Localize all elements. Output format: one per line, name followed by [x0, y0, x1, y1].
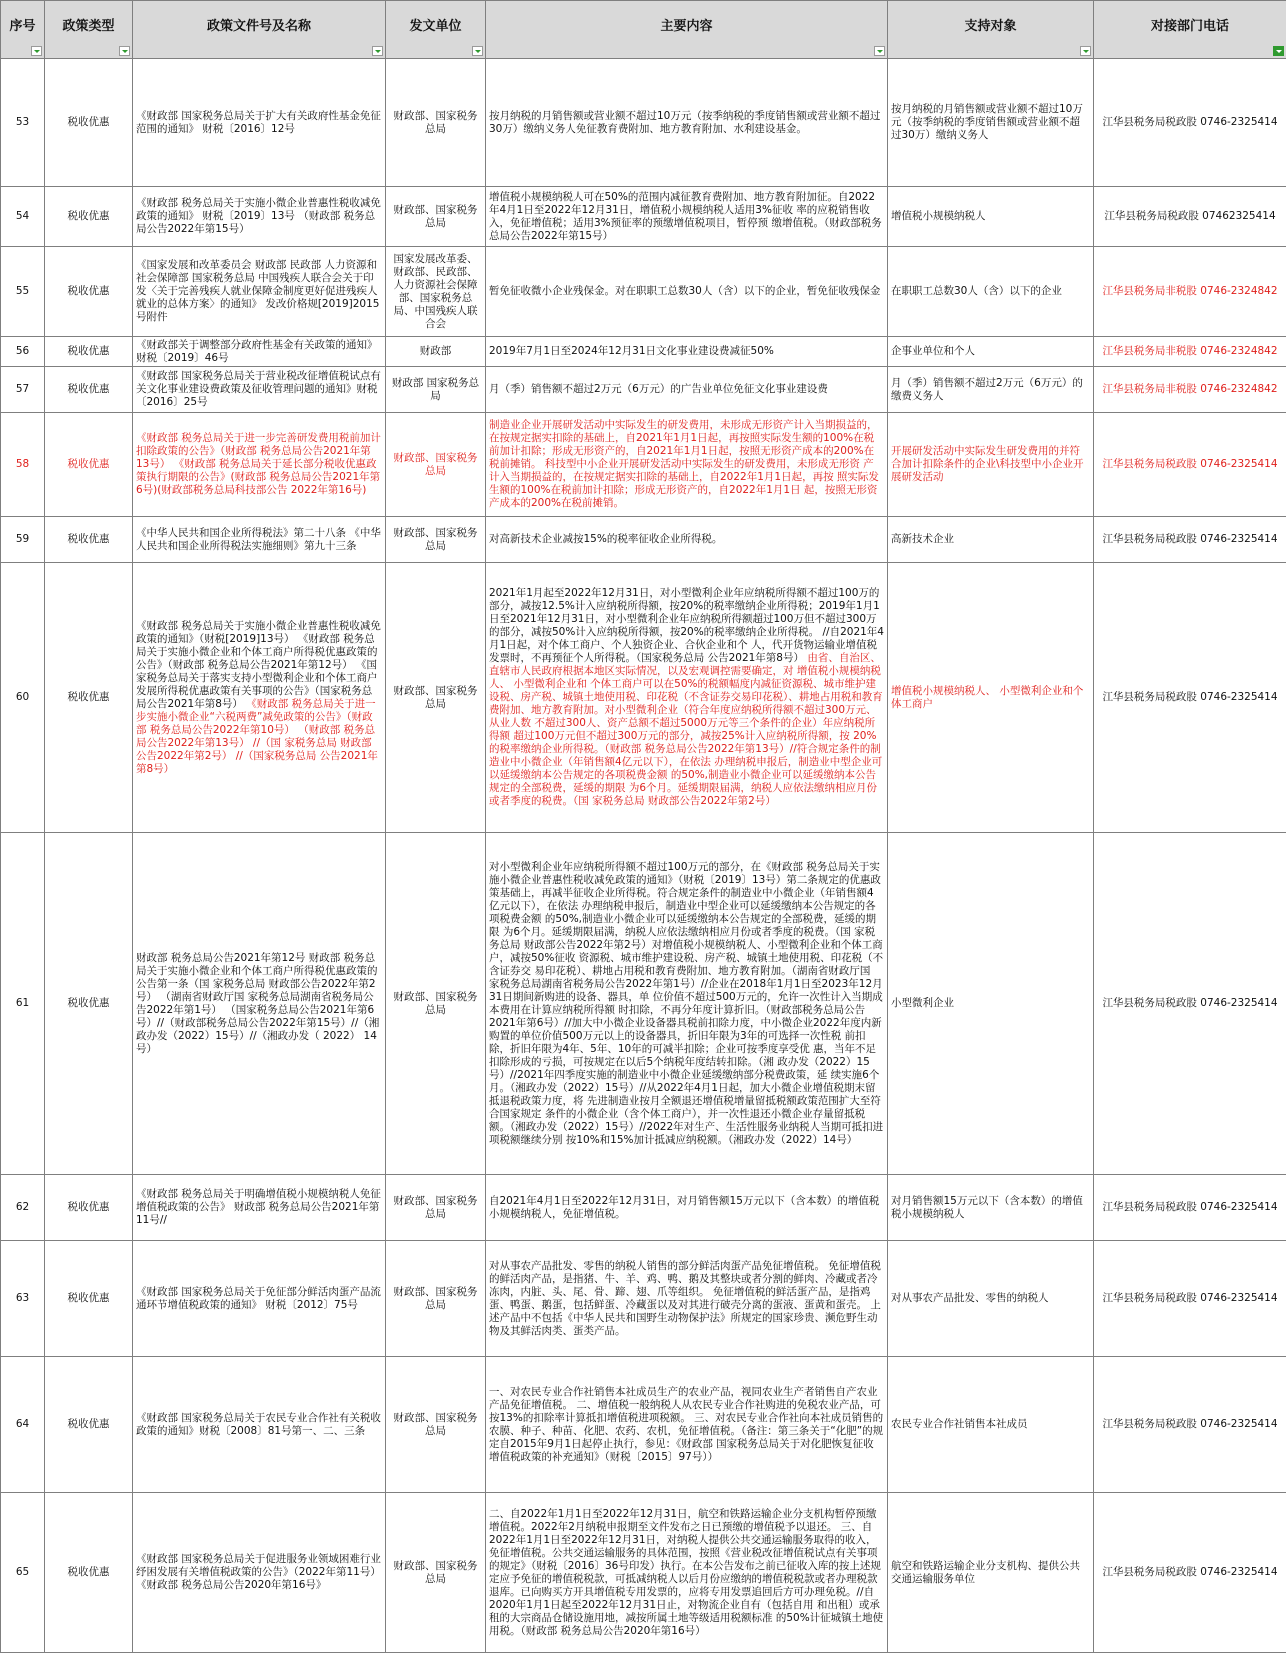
- content-text: 对小型微利企业年应纳税所得额不超过100万元的部分，在《财政部 税务总局关于实施小微企业普惠性税收减免政策的通知》（财税〔2019〕13号）第二条规定的优惠政策基础上，再减半征收企业所得税。符合规定条件的制造业中小微企业（年销售额4亿元以下），在依法 办理纳税申报后，制造业中型企业可以延缓缴纳本公告规定的各项税费金额 的50%,制造业小微企业可以延缓缴纳本公告规定的全部税费，延缓的期限 为6个月。延缓期限届满，纳税人应依法缴纳相应月份或者季度的税费。（国 家税务总局 财政部公告2022年第2号）对增值税小规模纳税人、小型微利企业和个体工商户，减按50%征收 资源税、城市维护建设税、房产税、城镇土地使用税、印花税（不含证券交 易印花税）、耕地占用税和教育费附加、地方教育附加。（湖南省财政厅国 家税务总局湖南省税务局公告2022年第1号）//企业在2018年1月1日至2023年12月31日期间新购进的设备、器具，单 位价值不超过500万元的，允许一次性计入当期成本费用在计算应纳税所得额 时扣除，不再分年度计算折旧。（财政部税务总局公告2021年第6号）//加大中小微企业设备器具税前扣除力度，中小微企业2022年度内新购置的单位价值500万元以上的设备器具，折旧年限为3年的可选择一次性税 前扣除，折旧年限为4年、5年、10年的可减半扣除；企业可按季度享受优 惠，当年不足扣除形成的亏损，可按规定在以后5个纳税年度结转扣除。（湘 政办发（2022）15号）//2021年四季度实施的制造业中小微企业延缓缴纳部分税费政策，延 续实施6个月。（湘政办发（2022）15号）//从2022年4月1日起，加大小微企业增值税期末留抵退税政策力度，将 先进制造业按月全额退还增值税增量留抵税额政策范围扩大至符合国家规定 条件的小微企业（含个体工商户），并一次性退还小微企业存量留抵税额。（湘政办发（2022）15号）//2022年对生产、生活性服务业纳税人当期可抵扣进项税额继续分别 按10%和15%加计抵减应纳税额。（湘政办发（2022）14号）: [489, 861, 884, 1147]
- cell-contact[interactable]: 江华县税务局非税股 0746-2324842: [1094, 337, 1286, 367]
- cell-issuer[interactable]: 财政部、国家税务总局: [386, 563, 486, 833]
- doc-text-highlighted: 《财政部 税务总局关于进一步实施小微企业“六税两费”减免政策的公告》（财政部 税务总局公告2022年第10号） （财政部 税务总局公告2022年第13号） //（国 家税务总局 财政部公告2022年第2号） //（国家税务总局 公告2021年第8号）: [136, 698, 378, 775]
- table-row: [1, 833, 1286, 1175]
- cell-issuer[interactable]: 财政部、国家税务总局: [386, 517, 486, 563]
- table-row: [1, 1175, 1286, 1241]
- cell-content[interactable]: 制造业企业开展研发活动中实际发生的研发费用，未形成无形资产计入当期损益的，在按规定据实扣除的基础上，自2021年1月1日起，再按照实际发生额的100%在税前加计扣除；形成无形资产的，自2021年1月1日起，按照无形资产成本的200%在税前摊销。 科技型中小企业开展研发活动中实际发生的研发费用，未形成无形资 产计入当期损益的，在按规定据实扣除的基础上，自2022年1月1日起，再按 照实际发生额的100%在税前加计扣除；形成无形资产的，自2022年1月1日 起，按照无形资产成本的200%在税前摊销。: [486, 413, 888, 517]
- cell-doc[interactable]: 《财政部 国家税务总局关于免征部分鲜活肉蛋产品流通环节增值税政策的通知》 财税〔2012〕75号: [133, 1241, 386, 1357]
- filter-dropdown-icon[interactable]: [119, 46, 130, 56]
- cell-doc[interactable]: 《财政部 税务总局关于明确增值税小规模纳税人免征增值税政策的公告》 财政部 税务总局公告2021年第11号//: [133, 1175, 386, 1241]
- col-issuer-header: [386, 1, 486, 59]
- table-row: [1, 367, 1286, 413]
- cell-issuer[interactable]: 财政部、国家税务总局: [386, 59, 486, 187]
- cell-seq[interactable]: 63: [1, 1241, 45, 1357]
- cell-content[interactable]: 2019年7月1日至2024年12月31日文化事业建设费减征50%: [486, 337, 888, 367]
- cell-type[interactable]: 税收优惠: [45, 187, 133, 247]
- col-doc-label: 政策文件号及名称: [207, 19, 311, 34]
- cell-type[interactable]: 税收优惠: [45, 1357, 133, 1493]
- table-row: [1, 337, 1286, 367]
- table-row: [1, 187, 1286, 247]
- col-type-header: [45, 1, 133, 59]
- filter-dropdown-icon[interactable]: [1080, 46, 1091, 56]
- header-row: [1, 1, 1286, 59]
- cell-doc[interactable]: 《财政部 税务总局关于实施小微企业普惠性税收减免政策的通知》 财税〔2019〕13号 （财政部 税务总局公告2022年第15号）: [133, 187, 386, 247]
- cell-doc[interactable]: 《财政部 税务总局关于进一步完善研发费用税前加计扣除政策的公告》（财政部 税务总局公告2021年第13号） 《财政部 税务总局关于延长部分税收优惠政策执行期限的公告》(财政部 税务总局公告2021年第6号)(财政部税务总局科技部公告 2022年第16号): [133, 413, 386, 517]
- cell-type[interactable]: 税收优惠: [45, 367, 133, 413]
- col-issuer-label: 发文单位: [409, 19, 461, 34]
- cell-target[interactable]: 月（季）销售额不超过2万元（6万元）的缴费义务人: [888, 367, 1094, 413]
- table-row: [1, 1357, 1286, 1493]
- cell-doc[interactable]: 《财政部关于调整部分政府性基金有关政策的通知》 财税〔2019〕46号: [133, 337, 386, 367]
- cell-contact[interactable]: 江华县税务局税政股 0746-2325414: [1094, 563, 1286, 833]
- cell-seq[interactable]: 60: [1, 563, 45, 833]
- cell-content[interactable]: 对高新技术企业减按15%的税率征收企业所得税。: [486, 517, 888, 563]
- cell-type[interactable]: 税收优惠: [45, 1241, 133, 1357]
- cell-target[interactable]: 对从事农产品批发、零售的纳税人: [888, 1241, 1094, 1357]
- table-row: [1, 59, 1286, 187]
- cell-seq[interactable]: 57: [1, 367, 45, 413]
- cell-issuer[interactable]: 财政部 国家税务总局: [386, 367, 486, 413]
- cell-issuer[interactable]: 财政部、国家税务总局: [386, 833, 486, 1175]
- cell-type[interactable]: 税收优惠: [45, 337, 133, 367]
- cell-seq[interactable]: 59: [1, 517, 45, 563]
- cell-issuer[interactable]: 财政部、国家税务总局: [386, 1493, 486, 1653]
- cell-target[interactable]: 小型微利企业: [888, 833, 1094, 1175]
- col-doc-header: [133, 1, 386, 59]
- cell-target[interactable]: 在职职工总数30人（含）以下的企业: [888, 247, 1094, 337]
- cell-type[interactable]: 税收优惠: [45, 563, 133, 833]
- col-target-label: 支持对象: [964, 19, 1016, 34]
- cell-contact[interactable]: 江华县税务局税政股 0746-2325414: [1094, 59, 1286, 187]
- cell-content[interactable]: 对从事农产品批发、零售的纳税人销售的部分鲜活肉蛋产品免征增值税。 免征增值税的鲜活肉产品，是指猪、牛、羊、鸡、鸭、鹅及其整块或者分割的鲜肉、冷藏或者冷冻肉，内脏、头、尾、骨、蹄、翅、爪等组织。 免征增值税的鲜活蛋产品，是指鸡蛋、鸭蛋、鹅蛋，包括鲜蛋、冷藏蛋以及对其进行破壳分离的蛋液、蛋黄和蛋壳。 上述产品中不包括《中华人民共和国野生动物保护法》所规定的国家珍贵、濒危野生动物及其鲜活肉类、蛋类产品。: [486, 1241, 888, 1357]
- cell-issuer[interactable]: 财政部、国家税务总局: [386, 1357, 486, 1493]
- cell-type[interactable]: 税收优惠: [45, 247, 133, 337]
- cell-doc[interactable]: 财政部 税务总局公告2021年第12号 财政部 税务总局关于实施小微企业和个体工商户所得税优惠政策的公告第一条（国 家税务总局 财政部公告2022年第2号） （湖南省财政厅国 家税务总局湖南省税务局公告2022年第1号） （国家税务总局公告2021年第6号）//（财政部税务总局公告2022年第15号）//（湘 政办发（2022）15号）//（湘政办发（ 2022） 14 号）: [133, 833, 386, 1175]
- col-type-label: 政策类型: [62, 19, 114, 34]
- col-seq-header: [1, 1, 45, 59]
- cell-contact[interactable]: 江华县税务局税政股 0746-2325414: [1094, 1175, 1286, 1241]
- doc-text: 《财政部 税务总局关于实施小微企业普惠性税收减免政策的通知》（财税[2019]13号） 《财政部 税务总局关于实施小微企业和个体工商户所得税优惠政策的公告》（财政部 税务总局公告2021年第12号） 《国家税务总局关于落实支持小型微利企业和个体工商户发展所得税优惠政策有关事项的公告》（国家税务总局公告2021年第8号）: [136, 620, 381, 710]
- cell-issuer[interactable]: 财政部: [386, 337, 486, 367]
- cell-content[interactable]: [486, 833, 888, 1175]
- cell-seq[interactable]: 64: [1, 1357, 45, 1493]
- cell-type[interactable]: 税收优惠: [45, 833, 133, 1175]
- col-seq-label: 序号: [9, 19, 35, 34]
- table-row: [1, 517, 1286, 563]
- cell-doc[interactable]: [133, 563, 386, 833]
- cell-contact[interactable]: 江华县税务局税政股 0746-2325414: [1094, 1241, 1286, 1357]
- cell-target[interactable]: 按月纳税的月销售额或营业额不超过10万元（按季纳税的季度销售额或营业额不超过30万）缴纳义务人: [888, 59, 1094, 187]
- cell-seq[interactable]: 54: [1, 187, 45, 247]
- cell-doc[interactable]: 《中华人民共和国企业所得税法》第二十八条 《中华人民共和国企业所得税法实施细则》第九十三条: [133, 517, 386, 563]
- col-contact-label: 对接部门电话: [1151, 19, 1229, 34]
- cell-seq[interactable]: 62: [1, 1175, 45, 1241]
- table-row: [1, 1241, 1286, 1357]
- active-filter-icon[interactable]: [1273, 46, 1284, 56]
- cell-target[interactable]: 增值税小规模纳税人: [888, 187, 1094, 247]
- cell-seq[interactable]: 58: [1, 413, 45, 517]
- cell-content[interactable]: [486, 1493, 888, 1653]
- cell-content[interactable]: [486, 563, 888, 833]
- table-row: [1, 413, 1286, 517]
- cell-type[interactable]: 税收优惠: [45, 59, 133, 187]
- cell-content[interactable]: 一、对农民专业合作社销售本社成员生产的农业产品，视同农业生产者销售自产农业产品免征增值税。 二、增值税一般纳税人从农民专业合作社购进的免税农业产品，可按13%的扣除率计算抵扣增值税进项税额。 三、对农民专业合作社向本社成员销售的农膜、种子、种苗、化肥、农药、农机，免征增值税。（备注：第三条关于“化肥”的规定自2015年9月1日起停止执行，参见：《财政部 国家税务总局关于对化肥恢复征收增值税政策的补充通知》（财税〔2015〕97号））: [486, 1357, 888, 1493]
- cell-content[interactable]: 自2021年4月1日至2022年12月31日，对月销售额15万元以下（含本数）的增值税小规模纳税人，免征增值税。: [486, 1175, 888, 1241]
- cell-doc[interactable]: 《财政部 国家税务总局关于促进服务业领域困难行业纾困发展有关增值税政策的公告》（2022年第11号）《财政部 税务总局公告2020年第16号》: [133, 1493, 386, 1653]
- cell-doc[interactable]: 《财政部 国家税务总局关于扩大有关政府性基金免征范围的通知》 财税〔2016〕12号: [133, 59, 386, 187]
- cell-type[interactable]: 税收优惠: [45, 1175, 133, 1241]
- cell-seq[interactable]: 56: [1, 337, 45, 367]
- cell-target[interactable]: 高新技术企业: [888, 517, 1094, 563]
- cell-target[interactable]: 航空和铁路运输企业分支机构、提供公共交通运输服务单位: [888, 1493, 1094, 1653]
- table-row: [1, 563, 1286, 833]
- cell-type[interactable]: 税收优惠: [45, 413, 133, 517]
- cell-content[interactable]: 暂免征收微小企业残保金。对在职职工总数30人（含）以下的企业，暂免征收残保金: [486, 247, 888, 337]
- cell-target[interactable]: 开展研发活动中实际发生研发费用的并符合加计扣除条件的企业\科技型中小企业开展研发活动: [888, 413, 1094, 517]
- cell-contact[interactable]: 江华县税务局非税股 0746-2324842: [1094, 247, 1286, 337]
- cell-doc[interactable]: 《财政部 国家税务总局关于农民专业合作社有关税收政策的通知》财税〔2008〕81号第一、二、三条: [133, 1357, 386, 1493]
- cell-content[interactable]: 增值税小规模纳税人可在50%的范围内减征教育费附加、地方教育附加征。自2022年4月1日至2022年12月31日，增值税小规模纳税人适用3%征收 率的应税销售收入，免征增值税；适用3%预征率的预缴增值税项目，暂停预 缴增值税。（财政部税务总局公告2022年第15号）: [486, 187, 888, 247]
- cell-contact[interactable]: 江华县税务局税政股 0746-2325414: [1094, 1357, 1286, 1493]
- filter-dropdown-icon[interactable]: [472, 46, 483, 56]
- cell-doc[interactable]: 《国家发展和改革委员会 财政部 民政部 人力资源和社会保障部 国家税务总局 中国残疾人联合会关于印发〈关于完善残疾人就业保障金制度更好促进残疾人就业的总体方案〉的通知》 发改价格规[2019]2015号附件: [133, 247, 386, 337]
- col-content-label: 主要内容: [660, 19, 712, 34]
- cell-content[interactable]: 月（季）销售额不超过2万元（6万元）的广告业单位免征文化事业建设费: [486, 367, 888, 413]
- content-text-highlighted: 由省、自治区、直辖市人民政府根据本地区实际情况，以及宏观调控需要确定，对 增值税小规模纳税人、 小型微利企业和 个体工商户可以在50%的税额幅度内减征资源税、城市维护建设税、房产税、城镇土地使用税、印花税（不含证券交易印花税）、耕地占用税和教育费附加、地方教育附加。对小型微利企业（符合年度应纳税所得额不超过300万元、从业人数 不超过300人、资产总额不超过5000万元等三个条件的企业）年应纳税所得额 超过100万元但不超过300万元的部分，减按25%计入应纳税所得额，按 20%的税率缴纳企业所得税。（财政部 税务总局公告2022年第13号）//符合规定条件的制造业中小微企业（年销售额4亿元以下），在依法 办理纳税申报后，制造业中型企业可以延缓缴纳本公告规定的各项税费金额 的50%,制造业小微企业可以延缓缴纳本公告规定的全部税费，延缓的期限 为6个月。延缓期限届满，纳税人应依法缴纳相应月份或者季度的税费。（国 家税务总局 财政部公告2022年第2号）: [489, 652, 883, 807]
- cell-target[interactable]: 农民专业合作社销售本社成员: [888, 1357, 1094, 1493]
- filter-dropdown-icon[interactable]: [372, 46, 383, 56]
- cell-issuer[interactable]: 财政部、国家税务总局: [386, 413, 486, 517]
- cell-contact[interactable]: 江华县税务局税政股 0746-2325414: [1094, 413, 1286, 517]
- cell-contact[interactable]: 江华县税务局税政股 0746-2325414: [1094, 517, 1286, 563]
- cell-doc[interactable]: 《财政部 国家税务总局关于营业税改征增值税试点有关文化事业建设费政策及征收管理问题的通知》财税〔2016〕25号: [133, 367, 386, 413]
- col-target-header: [888, 1, 1094, 59]
- cell-issuer[interactable]: 国家发展改革委、财政部、民政部、人力资源社会保障部、国家税务总局、中国残疾人联合会: [386, 247, 486, 337]
- cell-seq[interactable]: 65: [1, 1493, 45, 1653]
- cell-issuer[interactable]: 财政部、国家税务总局: [386, 187, 486, 247]
- table-row: [1, 1493, 1286, 1653]
- table-row: [1, 247, 1286, 337]
- cell-target[interactable]: 企事业单位和个人: [888, 337, 1094, 367]
- col-contact-header: [1094, 1, 1286, 59]
- cell-target[interactable]: 对月销售额15万元以下（含本数）的增值税小规模纳税人: [888, 1175, 1094, 1241]
- cell-type[interactable]: 税收优惠: [45, 1493, 133, 1653]
- cell-target[interactable]: 增值税小规模纳税人、 小型微利企业和个体工商户: [888, 563, 1094, 833]
- filter-dropdown-icon[interactable]: [31, 46, 42, 56]
- cell-issuer[interactable]: 财政部、国家税务总局: [386, 1175, 486, 1241]
- cell-type[interactable]: 税收优惠: [45, 517, 133, 563]
- col-content-header: [486, 1, 888, 59]
- filter-dropdown-icon[interactable]: [874, 46, 885, 56]
- cell-issuer[interactable]: 财政部、国家税务总局: [386, 1241, 486, 1357]
- cell-contact[interactable]: 江华县税务局税政股 07462325414: [1094, 187, 1286, 247]
- cell-seq[interactable]: 53: [1, 59, 45, 187]
- cell-seq[interactable]: 61: [1, 833, 45, 1175]
- cell-contact[interactable]: 江华县税务局税政股 0746-2325414: [1094, 1493, 1286, 1653]
- content-text: 2021年1月起至2022年12月31日，对小型微利企业年应纳税所得额不超过100万的部分，减按12.5%计入应纳税所得额，按20%的税率缴纳企业所得税；2019年1月1日至2021年12月31日，对小型微利企业年应纳税所得额超过100万但不超过300万的部分，减按50%计入应纳税所得额，按20%的税率缴纳企业所得税。 //自2021年4月1日起，对个体工商户、个人独资企业、合伙企业和个 人，代开货物运输业增值税发票时，不再预征个人所得税。（国家税务总局 公告2021年第8号）: [489, 587, 884, 664]
- content-text: 二、自2022年1月1日至2022年12月31日，航空和铁路运输企业分支机构暂停预缴增值税。2022年2月纳税申报期至文件发布之日已预缴的增值税予以退还。 三、自2022年1月1日至2022年12月31日，对纳税人提供公共交通运输服务取得的收入，免征增值税。公共交通运输服务的具体范围，按照《营业税改征增值税试点有关事项的规定》（财税〔2016〕36号印发）执行。在本公告发布之前已征收入库的按上述规定应予免征的增值税税款，可抵减纳税人以后月份应缴纳的增值税税款或者办理税款退库。已向购买方开具增值税专用发票的，应将专用发票追回后方可办理免税。//自2020年1月1日起至2022年12月31日止，对物流企业自有（包括自用 和出租）或承租的大宗商品仓储设施用地，减按所属土地等级适用税额标准 的50%计征城镇土地使用税。（财政部 税务总局公告2020年第16号）: [489, 1508, 884, 1638]
- cell-contact[interactable]: 江华县税务局税政股 0746-2325414: [1094, 833, 1286, 1175]
- cell-seq[interactable]: 55: [1, 247, 45, 337]
- cell-content[interactable]: 按月纳税的月销售额或营业额不超过10万元（按季纳税的季度销售额或营业额不超过30万）缴纳义务人免征教育费附加、地方教育附加、水利建设基金。: [486, 59, 888, 187]
- cell-contact[interactable]: 江华县税务局非税股 0746-2324842: [1094, 367, 1286, 413]
